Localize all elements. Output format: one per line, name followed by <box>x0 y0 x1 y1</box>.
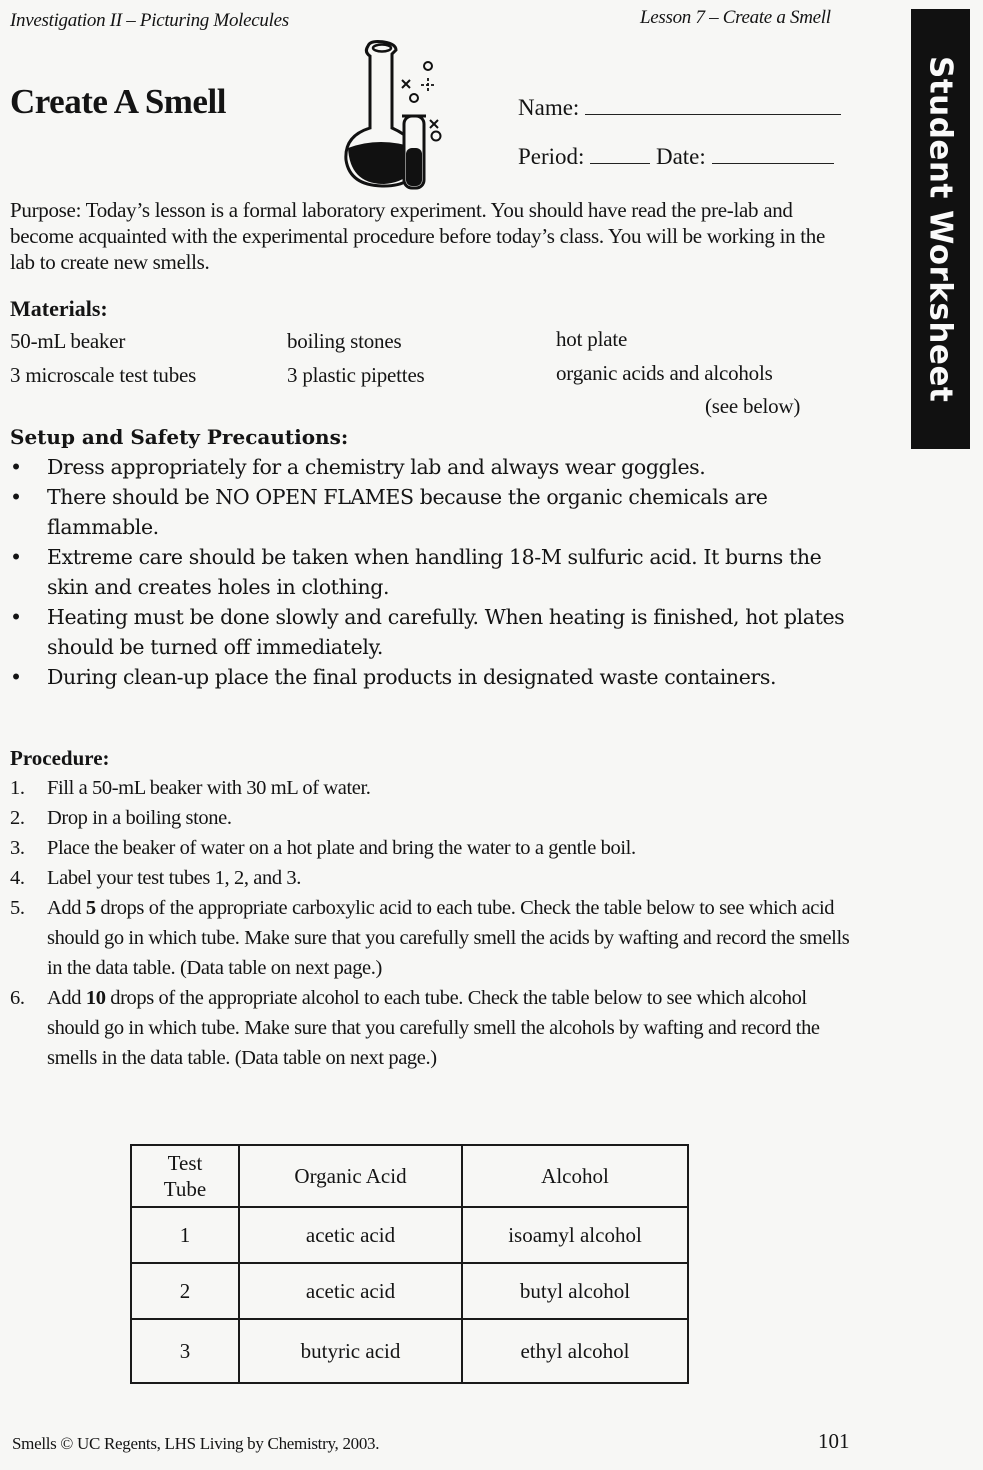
table-row <box>131 1207 688 1263</box>
flask-and-test-tube-icon <box>340 36 450 196</box>
safety-heading: Setup and Safety Precautions: <box>10 425 349 449</box>
material-item: hot plate <box>556 327 628 351</box>
safety-item: • There should be NO OPEN FLAMES because the organic chemicals are flammable. <box>10 482 855 542</box>
procedure-step <box>10 893 855 983</box>
drop-count: 5 <box>85 897 96 919</box>
step-number: 6. <box>10 987 25 1009</box>
header-alcohol: Alcohol <box>462 1145 688 1207</box>
cell-tube: 3 <box>131 1319 239 1383</box>
procedure-step <box>10 863 855 893</box>
step-text: drops of the appropriate alcohol to each tube. Check the table below to see which alcohol should go in which tube. Make sure that you carefully smell the alcohols by wafting and record the smells in the data table. (Data table on next page.) <box>47 987 820 1069</box>
name-label: Name: <box>518 95 580 120</box>
safety-list <box>10 452 855 692</box>
student-worksheet-tab <box>911 9 970 449</box>
cell-alcohol: ethyl alcohol <box>462 1319 688 1383</box>
material-item: 3 microscale test tubes <box>10 363 197 387</box>
date-label: Date: <box>655 144 706 169</box>
purpose-paragraph: Purpose: Today’s lesson is a formal laboratory experiment. You should have read the pre-lab and become acquainted with the experimental procedure before today’s class. You will be working in the lab to create new smells. <box>10 198 826 274</box>
procedure-step <box>10 833 855 863</box>
material-item: boiling stones <box>287 329 402 353</box>
step-text: Drop in a boiling stone. <box>47 807 232 829</box>
safety-item: • Heating must be done slowly and carefully. When heating is finished, hot plates should be turned off immediately. <box>10 602 855 662</box>
safety-item: • Dress appropriately for a chemistry lab and always wear goggles. <box>10 452 855 482</box>
procedure-heading: Procedure: <box>10 746 110 770</box>
period-blank[interactable] <box>590 143 650 164</box>
step-text: Add <box>47 987 86 1009</box>
header-lesson: Lesson 7 – Create a Smell <box>640 7 831 28</box>
cell-tube: 1 <box>131 1207 239 1263</box>
name-blank[interactable] <box>585 94 841 115</box>
cell-alcohol: butyl alcohol <box>462 1263 688 1319</box>
material-item: organic acids and alcohols <box>556 361 773 385</box>
step-text: Fill a 50-mL beaker with 30 mL of water. <box>47 777 371 799</box>
table-row <box>131 1319 688 1383</box>
cell-acid: butyric acid <box>239 1319 462 1383</box>
date-blank[interactable] <box>712 143 834 164</box>
header-line: Test <box>167 1151 203 1175</box>
name-field[interactable] <box>518 94 841 121</box>
table-row <box>131 1263 688 1319</box>
step-text: drops of the appropriate carboxylic acid to each tube. Check the table below to see which acid should go in which tube. Make sure that you carefully smell the acids by wafting and record the smells in the data table. (Data table on next page.) <box>47 897 850 979</box>
cell-acid: acetic acid <box>239 1263 462 1319</box>
footer-copyright: Smells © UC Regents, LHS Living by Chemistry, 2003. <box>12 1434 380 1453</box>
safety-item: • Extreme care should be taken when handling 18-M sulfuric acid. It burns the skin and creates holes in clothing. <box>10 542 855 602</box>
step-text: Label your test tubes 1, 2, and 3. <box>47 867 301 889</box>
header-line: Tube <box>163 1177 207 1201</box>
materials-heading: Materials: <box>10 296 108 321</box>
test-tube-assignment-table <box>130 1144 689 1384</box>
step-number: 3. <box>10 837 25 859</box>
step-number: 4. <box>10 867 25 889</box>
material-item: 50-mL beaker <box>10 329 126 353</box>
table-header-row <box>131 1145 688 1207</box>
procedure-step <box>10 983 855 1073</box>
procedure-step <box>10 803 855 833</box>
cell-alcohol: isoamyl alcohol <box>462 1207 688 1263</box>
header-investigation: Investigation II – Picturing Molecules <box>10 10 289 31</box>
side-tab-label: Student Worksheet <box>922 55 959 403</box>
cell-tube: 2 <box>131 1263 239 1319</box>
safety-item: • During clean-up place the final products in designated waste containers. <box>10 662 855 692</box>
header-organic-acid: Organic Acid <box>239 1145 462 1207</box>
period-date-row <box>518 143 834 170</box>
procedure-list <box>10 773 855 1073</box>
step-number: 1. <box>10 777 25 799</box>
step-text: Place the beaker of water on a hot plate and bring the water to a gentle boil. <box>47 837 636 859</box>
materials-note: (see below) <box>705 394 801 418</box>
period-label: Period: <box>518 144 585 169</box>
step-number: 2. <box>10 807 25 829</box>
page-title: Create A Smell <box>10 82 226 121</box>
page-number: 101 <box>818 1429 850 1453</box>
procedure-step <box>10 773 855 803</box>
drop-count: 10 <box>85 987 106 1009</box>
cell-acid: acetic acid <box>239 1207 462 1263</box>
material-item: 3 plastic pipettes <box>287 363 425 387</box>
header-test-tube <box>131 1145 239 1207</box>
step-number: 5. <box>10 897 25 919</box>
step-text: Add <box>47 897 86 919</box>
